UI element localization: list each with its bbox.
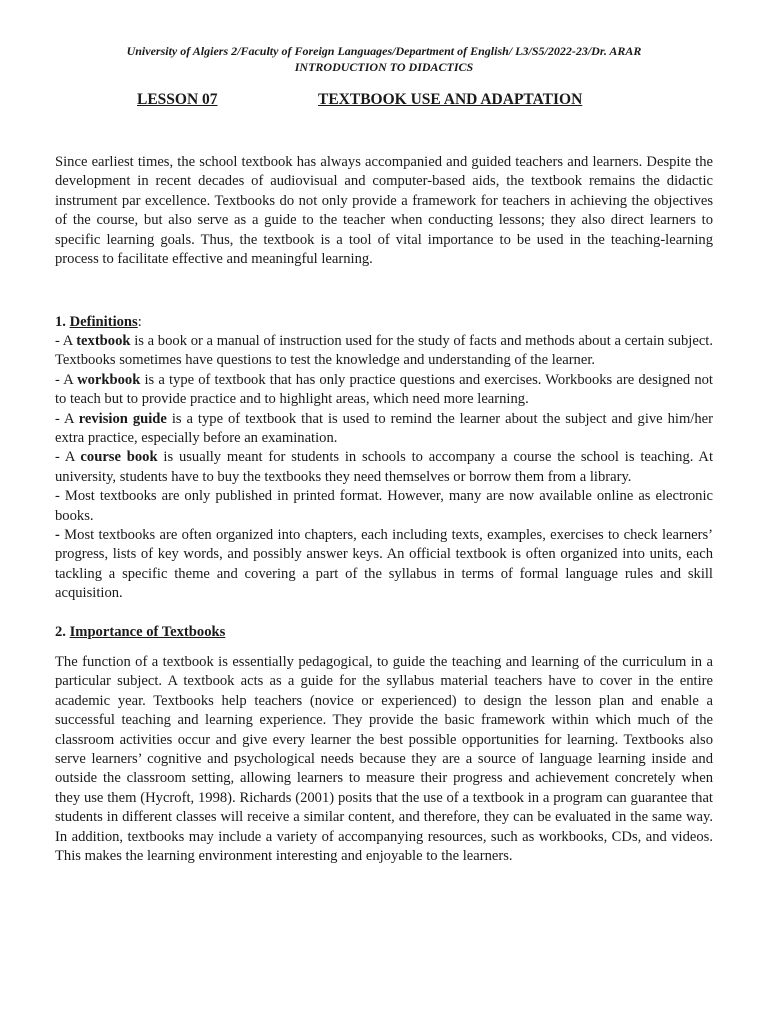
- section-title: Importance of Textbooks: [69, 624, 226, 640]
- section-number: 2.: [55, 624, 66, 640]
- lesson-title: TEXTBOOK USE AND ADAPTATION: [318, 91, 583, 108]
- item-text: Most textbooks are only published in printed format. However, many are now available online as electronic books.: [55, 488, 713, 524]
- definitions-list: [55, 332, 713, 604]
- section-heading-definitions: [55, 313, 142, 332]
- item-text: is usually meant for students in schools to accompany a course the school is teaching. At university, students have to buy the textbooks they need themselves or borrow them from a library.: [55, 449, 714, 485]
- item-text: is a type of textbook that is used to remind the learner about the subject and give him/her extra practice, especially before an examination.: [55, 410, 713, 447]
- item-term: workbook: [77, 371, 141, 388]
- item-term: textbook: [76, 333, 131, 349]
- item-prefix: - A: [55, 449, 81, 466]
- item-prefix: -: [55, 488, 65, 505]
- importance-paragraph: The function of a textbook is essentially pedagogical, to guide the teaching and learning of the curriculum in a particular subject. A textbook acts as a guide for the syllabus material teachers have to cover in the entire academic year. Textbooks help teachers (novice or experienced) to design the lesson plan and enable a successful teaching and learning experience. They provide the basic framework within which much of the classroom activities occur and give every learner the best possible opportunities for learning. Textbooks also serve learners’ cognitive and psychological needs because they are a source of language learning inside and outside the classroom setting, allowing learners to measure their progress and achievement concretely when they use them (Hycroft, 1998). Richards (2001) posits that the use of a textbook in a program can guarantee that students in different classes will receive a similar content, and therefore, they can be evaluated in the same way. In addition, textbooks may include a variety of accompanying resources, such as workbooks, CDs, and videos. This makes the learning environment interesting and enjoyable to the learners.: [55, 654, 713, 865]
- header-course-info: University of Algiers 2/Faculty of Foreign Languages/Department of English/ L3/S5/2022-23/Dr. ARAR: [126, 44, 642, 58]
- item-term: course book: [80, 449, 158, 466]
- definition-item: [55, 371, 713, 410]
- intro-paragraph: Since earliest times, the school textbook has always accompanied and guided teachers and learners. Despite the development in recent decades of audiovisual and computer-based aids, the textbook remains the didactic instrument par excellence. Textbooks do not only provide a framework for teachers in achieving the objectives of the course, but also serve as a guide to the teacher when conducting lessons; they also direct learners to specific learning goals. Thus, the textbook is a tool of vital importance to be used in the teaching-learning process to facilitate effective and meaningful learning.: [55, 154, 713, 268]
- lesson-number: LESSON 07: [137, 91, 218, 108]
- section-colon: :: [137, 314, 142, 330]
- definition-item: [55, 448, 713, 487]
- header-module-title: INTRODUCTION TO DIDACTICS: [294, 60, 474, 74]
- item-prefix: - A: [55, 410, 79, 427]
- item-text: is a book or a manual of instruction used for the study of facts and methods about a certain subject. Textbooks sometimes have questions to test the knowledge and understanding of the learner.: [55, 333, 713, 369]
- item-term: revision guide: [78, 410, 167, 427]
- item-prefix: - A: [55, 371, 78, 388]
- section-heading-importance: [55, 623, 225, 642]
- item-prefix: - A: [55, 333, 77, 349]
- lesson-title-row: [0, 91, 768, 111]
- item-prefix: -: [55, 527, 65, 544]
- section-number: 1.: [55, 314, 66, 330]
- item-text: Most textbooks are often organized into chapters, each including texts, examples, exercises to check learners’ progress, lists of key words, and possibly answer keys. An official textbook is often organized into units, each tackling a specific theme and covering a part of the syllabus in terms of formal language rules and skill acquisition.: [55, 527, 713, 602]
- item-text: is a type of textbook that has only practice questions and exercises. Workbooks are designed not to teach but to provide practice and to highlight areas, which need more learning.: [55, 371, 713, 408]
- definition-item: [55, 526, 713, 604]
- definition-item: [55, 487, 713, 526]
- section-title: Definitions: [69, 314, 138, 330]
- definition-item: [55, 410, 713, 449]
- definition-item: [55, 332, 713, 371]
